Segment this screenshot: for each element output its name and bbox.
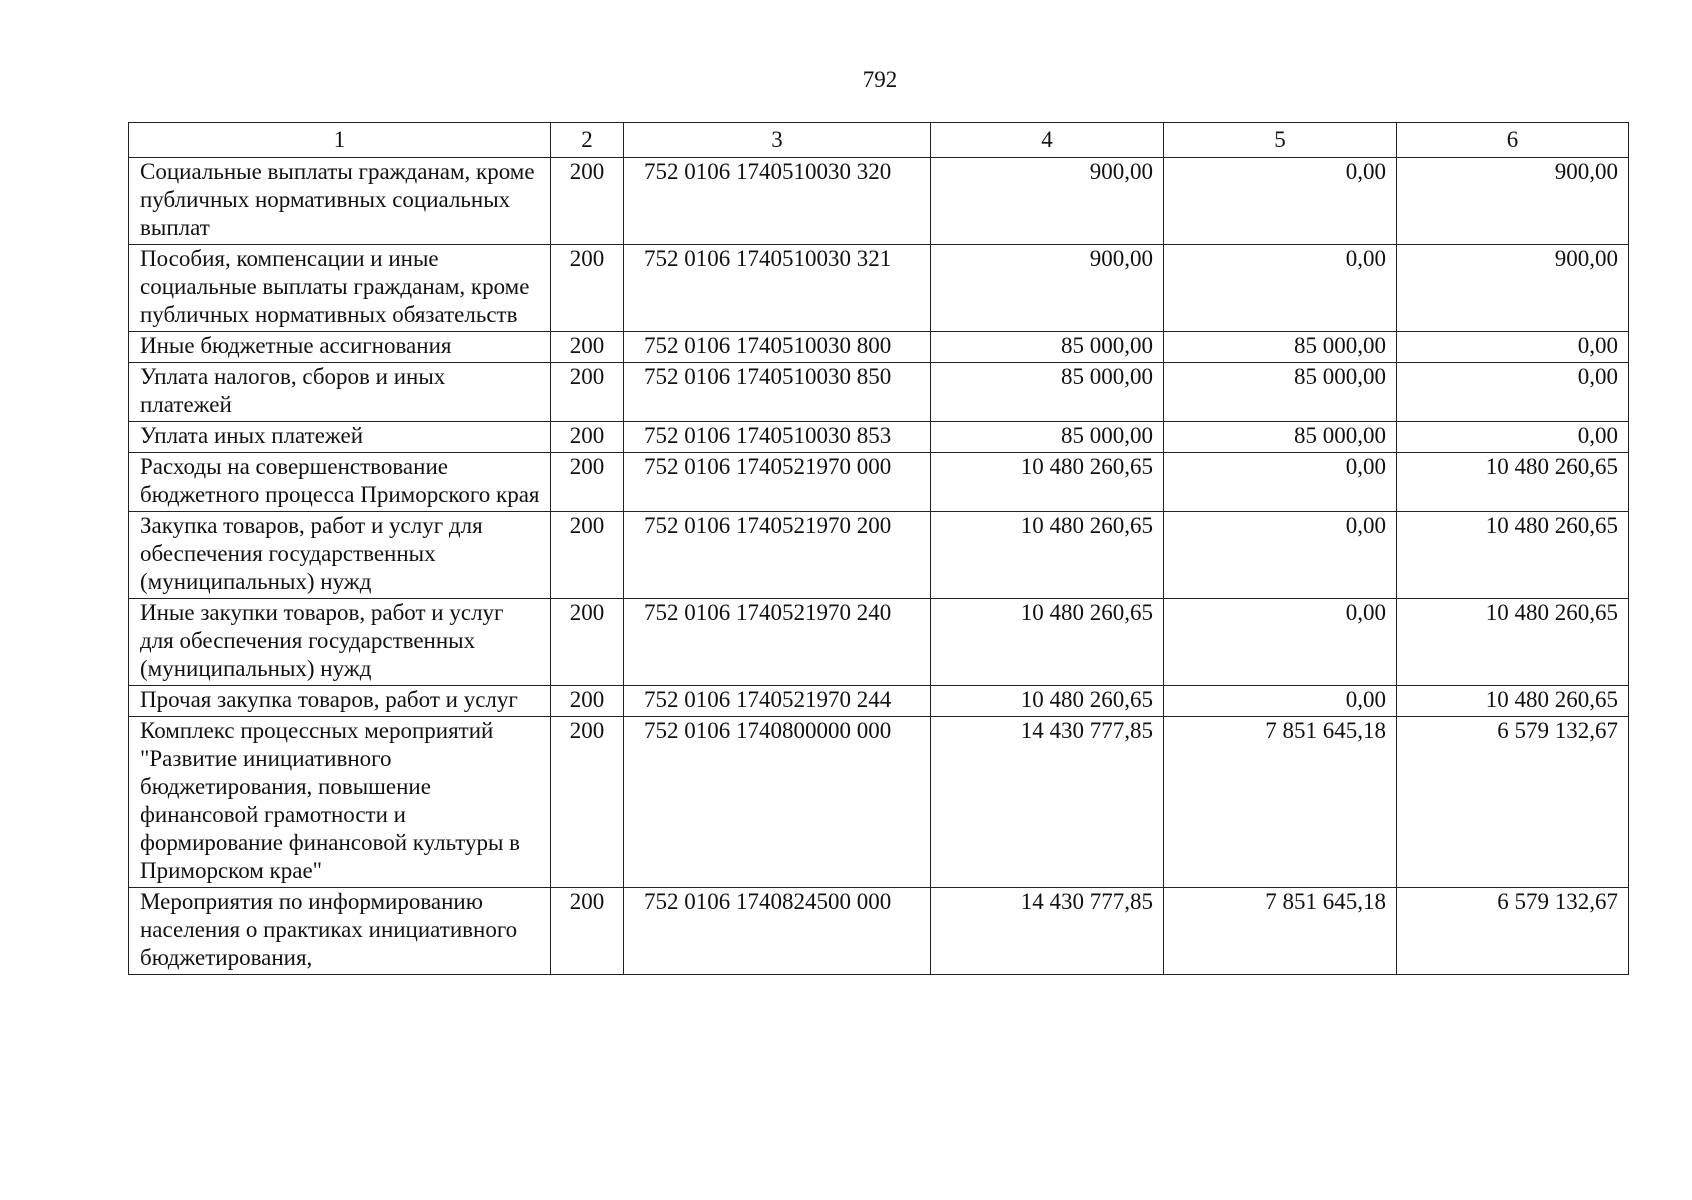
budget-classification-cell: 752 0106 1740510030 321 [624,245,931,332]
expense-name-cell: Социальные выплаты гражданам, кроме публичных нормативных социальных выплат [129,158,551,245]
budget-classification-cell: 752 0106 1740521970 200 [624,512,931,599]
table-row [129,363,1629,422]
amount-col4-cell: 14 430 777,85 [931,717,1164,888]
amount-col5-cell: 0,00 [1164,512,1397,599]
page-number: 792 [862,67,898,92]
amount-col6-cell: 0,00 [1397,332,1629,363]
amount-col4-cell: 85 000,00 [931,422,1164,453]
expense-name-cell: Иные закупки товаров, работ и услуг для обеспечения государственных (муниципальных) нужд [129,599,551,686]
amount-col6-cell: 900,00 [1397,158,1629,245]
code-cell: 200 [551,599,624,686]
header-row [129,123,1629,158]
table-row [129,717,1629,888]
amount-col6-cell: 10 480 260,65 [1397,512,1629,599]
code-cell: 200 [551,422,624,453]
amount-col5-cell: 7 851 645,18 [1164,717,1397,888]
table-row [129,422,1629,453]
amount-col6-cell: 6 579 132,67 [1397,888,1629,975]
column-header: 2 [551,123,624,158]
budget-classification-cell: 752 0106 1740510030 853 [624,422,931,453]
code-cell: 200 [551,453,624,512]
amount-col4-cell: 900,00 [931,158,1164,245]
table-row [129,599,1629,686]
amount-col4-cell: 85 000,00 [931,332,1164,363]
table-row [129,158,1629,245]
amount-col5-cell: 0,00 [1164,686,1397,717]
code-cell: 200 [551,686,624,717]
expense-name-cell: Иные бюджетные ассигнования [129,332,551,363]
table-row [129,332,1629,363]
table-row [129,453,1629,512]
amount-col6-cell: 10 480 260,65 [1397,686,1629,717]
expense-name-cell: Прочая закупка товаров, работ и услуг [129,686,551,717]
amount-col4-cell: 10 480 260,65 [931,453,1164,512]
amount-col6-cell: 900,00 [1397,245,1629,332]
code-cell: 200 [551,158,624,245]
amount-col5-cell: 85 000,00 [1164,332,1397,363]
expense-name-cell: Расходы на совершенствование бюджетного процесса Приморского края [129,453,551,512]
amount-col5-cell: 7 851 645,18 [1164,888,1397,975]
budget-classification-cell: 752 0106 1740521970 244 [624,686,931,717]
amount-col4-cell: 14 430 777,85 [931,888,1164,975]
amount-col6-cell: 6 579 132,67 [1397,717,1629,888]
expense-name-cell: Уплата налогов, сборов и иных платежей [129,363,551,422]
budget-table [128,122,1629,975]
column-header: 4 [931,123,1164,158]
amount-col6-cell: 10 480 260,65 [1397,599,1629,686]
column-header: 3 [624,123,931,158]
budget-classification-cell: 752 0106 1740521970 240 [624,599,931,686]
code-cell: 200 [551,332,624,363]
amount-col5-cell: 0,00 [1164,158,1397,245]
amount-col6-cell: 10 480 260,65 [1397,453,1629,512]
table-row [129,888,1629,975]
amount-col6-cell: 0,00 [1397,363,1629,422]
table-row [129,686,1629,717]
expense-name-cell: Закупка товаров, работ и услуг для обеспечения государственных (муниципальных) нужд [129,512,551,599]
table-row [129,512,1629,599]
budget-classification-cell: 752 0106 1740510030 850 [624,363,931,422]
amount-col5-cell: 85 000,00 [1164,422,1397,453]
amount-col4-cell: 85 000,00 [931,363,1164,422]
expense-name-cell: Комплекс процессных мероприятий "Развитие инициативного бюджетирования, повышение финансовой грамотности и формирование финансовой культуры в Приморском крае" [129,717,551,888]
code-cell: 200 [551,363,624,422]
amount-col6-cell: 0,00 [1397,422,1629,453]
column-header: 5 [1164,123,1397,158]
amount-col5-cell: 0,00 [1164,245,1397,332]
budget-classification-cell: 752 0106 1740824500 000 [624,888,931,975]
column-header: 6 [1397,123,1629,158]
amount-col5-cell: 0,00 [1164,453,1397,512]
code-cell: 200 [551,512,624,599]
code-cell: 200 [551,888,624,975]
code-cell: 200 [551,717,624,888]
budget-classification-cell: 752 0106 1740521970 000 [624,453,931,512]
column-header: 1 [129,123,551,158]
budget-classification-cell: 752 0106 1740510030 320 [624,158,931,245]
expense-name-cell: Мероприятия по информированию населения о практиках инициативного бюджетирования, [129,888,551,975]
amount-col4-cell: 10 480 260,65 [931,512,1164,599]
amount-col4-cell: 10 480 260,65 [931,686,1164,717]
code-cell: 200 [551,245,624,332]
expense-name-cell: Пособия, компенсации и иные социальные выплаты гражданам, кроме публичных нормативных обязательств [129,245,551,332]
expense-name-cell: Уплата иных платежей [129,422,551,453]
amount-col5-cell: 85 000,00 [1164,363,1397,422]
amount-col5-cell: 0,00 [1164,599,1397,686]
table-row [129,245,1629,332]
amount-col4-cell: 10 480 260,65 [931,599,1164,686]
amount-col4-cell: 900,00 [931,245,1164,332]
budget-classification-cell: 752 0106 1740510030 800 [624,332,931,363]
budget-classification-cell: 752 0106 1740800000 000 [624,717,931,888]
